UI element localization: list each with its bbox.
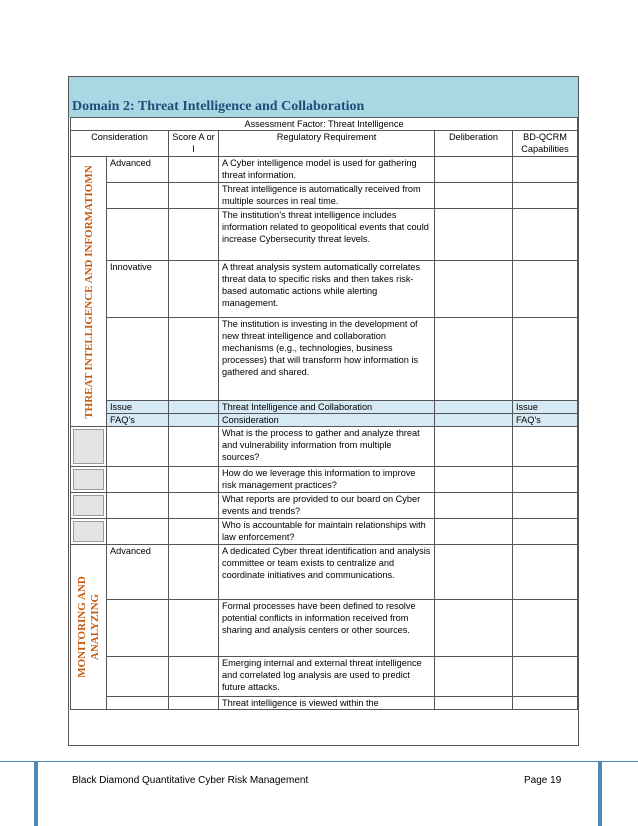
level-cell <box>107 600 169 657</box>
issue-right: Issue <box>513 401 578 414</box>
table-row <box>71 697 578 710</box>
issue-row <box>71 401 578 414</box>
table-row <box>71 209 578 261</box>
footer-rule <box>0 761 638 762</box>
vertical-label: THREAT INTELLIGENCE AND INFORMATIOMN <box>82 164 95 419</box>
level-cell <box>107 657 169 697</box>
faq-question: What is the process to gather and analyze threat and vulnerability information from multiple sources? <box>219 427 435 467</box>
faq-row <box>71 467 578 493</box>
faq-question: Who is accountable for maintain relationships with law enforcement? <box>219 519 435 545</box>
table-row <box>71 261 578 318</box>
level-cell <box>107 209 169 261</box>
requirement-cell: Emerging internal and external threat intelligence and correlated log analysis are used to predict future attacks. <box>219 657 435 697</box>
col-header-consideration: Consideration <box>71 131 169 157</box>
empty-stub <box>71 519 107 545</box>
section-label-monitoring <box>71 545 107 710</box>
table-row <box>71 545 578 600</box>
issue-left: Issue <box>107 401 169 414</box>
faq-left: FAQ’s <box>107 414 169 427</box>
requirement-cell: Formal processes have been defined to resolve potential conflicts in information received from sharing and analysis centers or other sources. <box>219 600 435 657</box>
table-row <box>71 318 578 401</box>
faq-row <box>71 519 578 545</box>
col-header-score: Score A or I <box>169 131 219 157</box>
requirement-cell: A Cyber intelligence model is used for gathering threat information. <box>219 157 435 183</box>
table-row <box>71 600 578 657</box>
requirement-cell: A dedicated Cyber threat identification and analysis committee or team exists to centralize and coordinate initiatives and communications. <box>219 545 435 600</box>
faq-row <box>71 427 578 467</box>
page-number: Page 19 <box>524 775 562 786</box>
table-row <box>71 183 578 209</box>
requirement-cell: The institution’s threat intelligence includes information related to geopolitical events that could increase Cybersecurity threat levels. <box>219 209 435 261</box>
faq-right: FAQ’s <box>513 414 578 427</box>
level-cell <box>107 697 169 710</box>
issue-middle: Threat Intelligence and Collaboration <box>219 401 435 414</box>
footer-right-bar <box>598 761 602 826</box>
col-header-deliberation: Deliberation <box>435 131 513 157</box>
requirement-cell: The institution is investing in the development of new threat intelligence and collaboration mechanisms (e.g., technologies, business processes) that will transform how information is gathered and shared. <box>219 318 435 401</box>
vertical-label: MONITORING AND ANALYZING <box>75 576 101 678</box>
faq-question: How do we leverage this information to improve risk management practices? <box>219 467 435 493</box>
table-row <box>71 157 578 183</box>
footer-title: Black Diamond Quantitative Cyber Risk Management <box>72 775 309 786</box>
col-header-regulatory: Regulatory Requirement <box>219 131 435 157</box>
col-header-capabilities: BD-QCRM Capabilities <box>513 131 578 157</box>
level-cell <box>107 183 169 209</box>
level-cell <box>107 318 169 401</box>
empty-stub <box>71 427 107 467</box>
level-cell: Advanced <box>107 545 169 600</box>
faq-header-row <box>71 414 578 427</box>
domain-title: Domain 2: Threat Intelligence and Collaboration <box>72 99 365 114</box>
faq-question: What reports are provided to our board on Cyber events and trends? <box>219 493 435 519</box>
empty-stub <box>71 493 107 519</box>
section-label-threat-intelligence <box>71 157 107 427</box>
assessment-factor: Assessment Factor: Threat Intelligence <box>71 118 578 131</box>
footer-left-bar <box>34 761 38 826</box>
requirement-cell: Threat intelligence is automatically received from multiple sources in real time. <box>219 183 435 209</box>
assessment-table <box>70 117 578 710</box>
level-cell: Innovative <box>107 261 169 318</box>
empty-stub <box>71 467 107 493</box>
requirement-cell: A threat analysis system automatically correlates threat data to specific risks and then takes risk-based automatic actions while alerting management. <box>219 261 435 318</box>
level-cell: Advanced <box>107 157 169 183</box>
faq-row <box>71 493 578 519</box>
requirement-cell: Threat intelligence is viewed within the <box>219 697 435 710</box>
faq-middle: Consideration <box>219 414 435 427</box>
table-row <box>71 657 578 697</box>
